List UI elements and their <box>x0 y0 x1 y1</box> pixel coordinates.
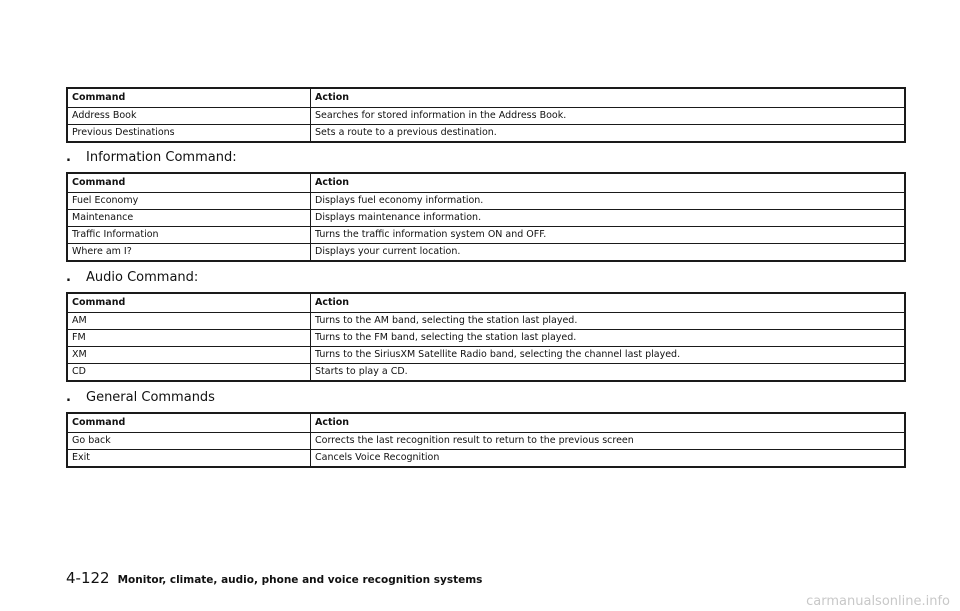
command-column-header: Command <box>67 173 311 193</box>
command-cell: FM <box>67 330 311 347</box>
table-header-row <box>67 293 905 313</box>
general-commands-heading <box>66 390 215 406</box>
command-cell: Exit <box>67 450 311 468</box>
action-cell: Turns the traffic information system ON and OFF. <box>311 227 906 244</box>
command-cell: Go back <box>67 433 311 450</box>
audio-command-heading <box>66 270 198 286</box>
action-cell: Starts to play a CD. <box>311 364 906 382</box>
table-row <box>67 210 905 227</box>
action-cell: Turns to the SiriusXM Satellite Radio band, selecting the channel last played. <box>311 347 906 364</box>
table-row <box>67 193 905 210</box>
audio-command-table <box>66 292 906 382</box>
command-cell: Where am I? <box>67 244 311 262</box>
watermark: carmanualsonline.info <box>806 594 950 609</box>
action-cell: Turns to the FM band, selecting the station last played. <box>311 330 906 347</box>
command-cell: XM <box>67 347 311 364</box>
command-column-header: Command <box>67 413 311 433</box>
general-command-table <box>66 412 906 468</box>
table-row <box>67 347 905 364</box>
navigation-command-table <box>66 87 906 143</box>
command-cell: Maintenance <box>67 210 311 227</box>
action-cell: Searches for stored information in the Address Book. <box>311 108 906 125</box>
table-row <box>67 330 905 347</box>
command-column-header: Command <box>67 293 311 313</box>
section-heading-text: Information Command: <box>86 150 237 165</box>
table-row <box>67 433 905 450</box>
table-header-row <box>67 88 905 108</box>
section-heading-text: General Commands <box>86 390 215 405</box>
command-cell: CD <box>67 364 311 382</box>
command-cell: AM <box>67 313 311 330</box>
chapter-title: Monitor, climate, audio, phone and voice recognition systems <box>117 574 483 586</box>
information-command-heading <box>66 150 237 166</box>
command-cell: Previous Destinations <box>67 125 311 143</box>
table-header-row <box>67 413 905 433</box>
bullet-icon: . <box>66 150 71 165</box>
bullet-icon: . <box>66 270 71 285</box>
section-heading-text: Audio Command: <box>86 270 199 285</box>
table-row <box>67 227 905 244</box>
action-cell: Displays fuel economy information. <box>311 193 906 210</box>
action-cell: Displays maintenance information. <box>311 210 906 227</box>
command-cell: Address Book <box>67 108 311 125</box>
action-cell: Displays your current location. <box>311 244 906 262</box>
command-cell: Fuel Economy <box>67 193 311 210</box>
action-column-header: Action <box>311 413 906 433</box>
table-row <box>67 313 905 330</box>
information-command-table <box>66 172 906 262</box>
page-footer <box>66 568 482 587</box>
page-number: 4-122 <box>66 569 110 587</box>
table-row <box>67 450 905 468</box>
bullet-icon: . <box>66 390 71 405</box>
table-row <box>67 108 905 125</box>
command-cell: Traffic Information <box>67 227 311 244</box>
action-column-header: Action <box>311 88 906 108</box>
command-column-header: Command <box>67 88 311 108</box>
action-cell: Turns to the AM band, selecting the station last played. <box>311 313 906 330</box>
action-cell: Cancels Voice Recognition <box>311 450 906 468</box>
table-row <box>67 244 905 262</box>
action-cell: Corrects the last recognition result to return to the previous screen <box>311 433 906 450</box>
table-header-row <box>67 173 905 193</box>
action-cell: Sets a route to a previous destination. <box>311 125 906 143</box>
table-row <box>67 364 905 382</box>
action-column-header: Action <box>311 293 906 313</box>
action-column-header: Action <box>311 173 906 193</box>
table-row <box>67 125 905 143</box>
